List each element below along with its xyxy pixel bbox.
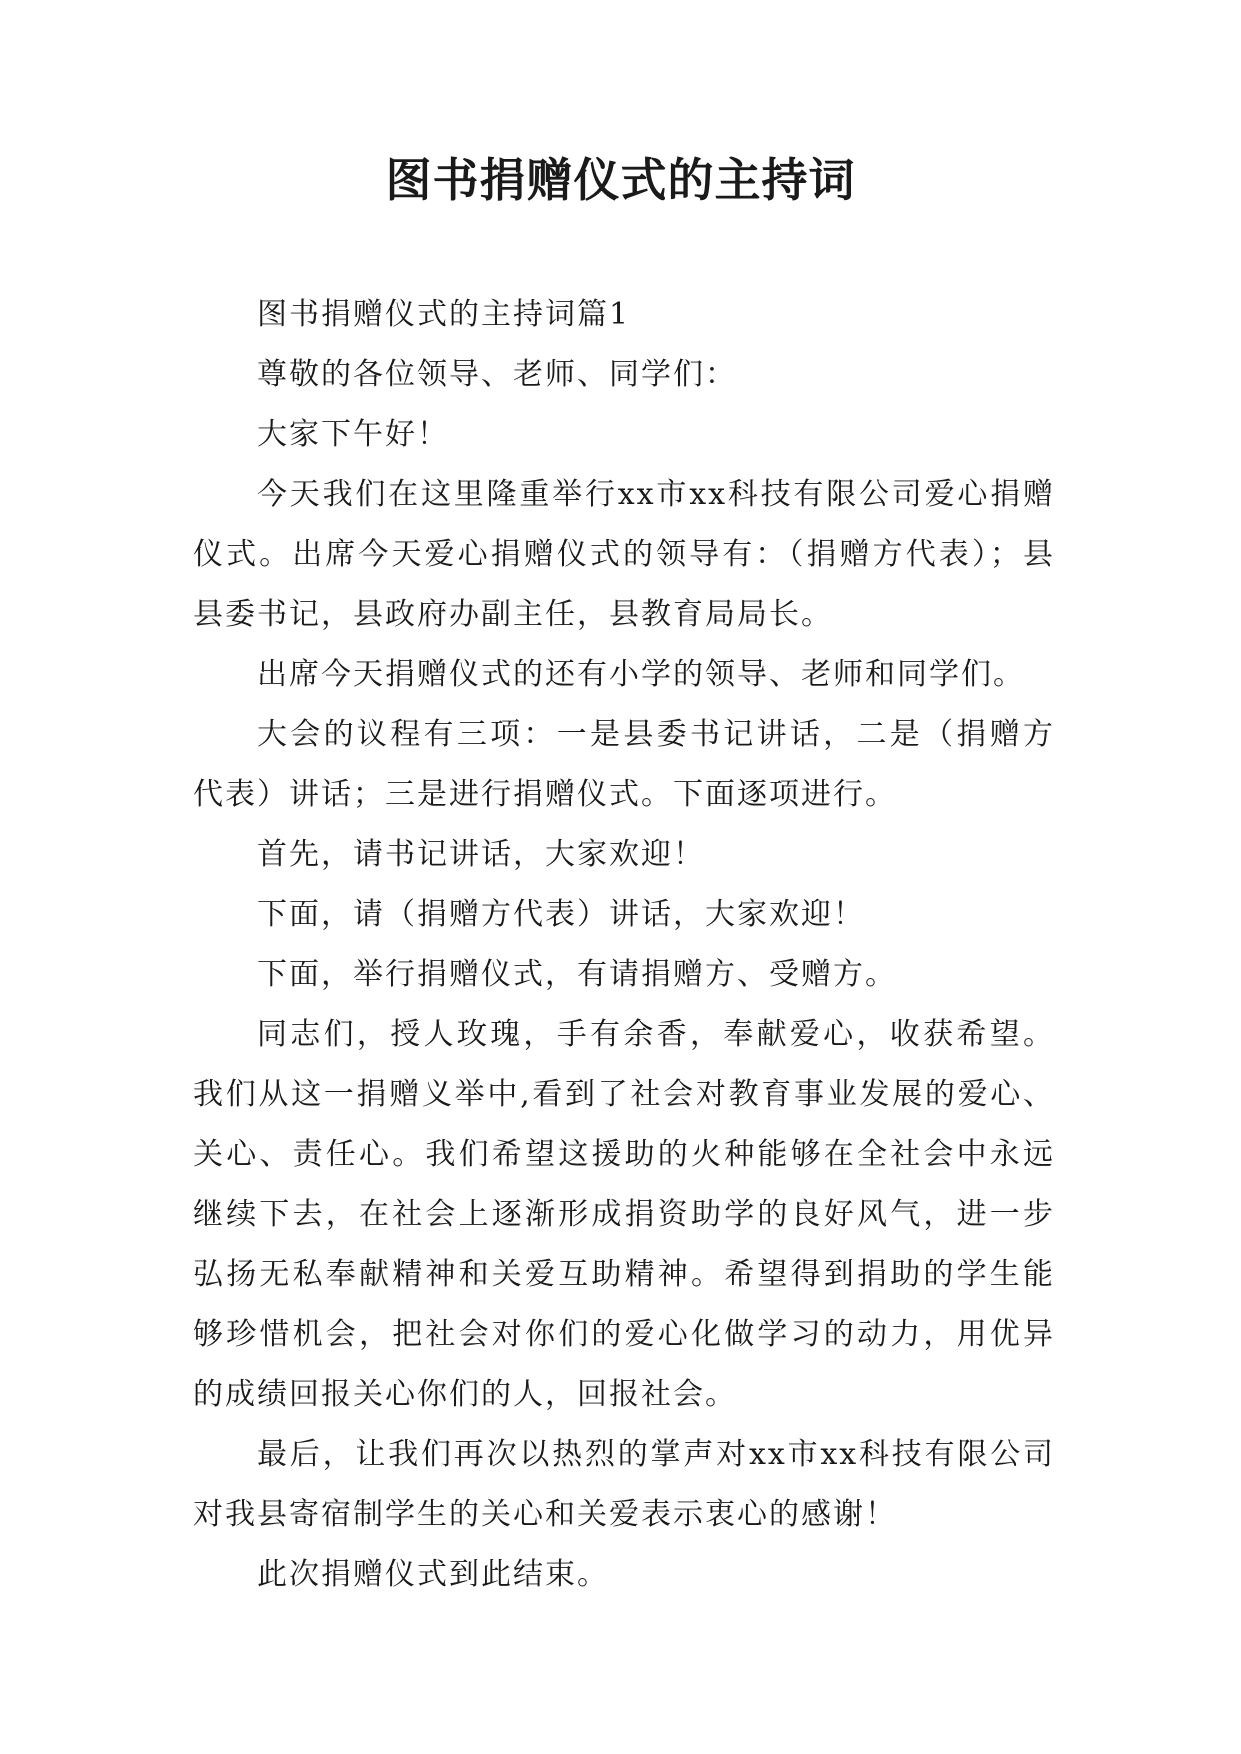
- paragraph-first-speech: 首先，请书记讲话，大家欢迎！: [257, 837, 705, 872]
- paragraph-thanks: 最后，让我们再次以热烈的掌声对xx市xx科技有限公司对我县寄宿制学生的关心和关爱表示衷心的感谢！: [193, 1437, 1055, 1532]
- paragraph-greeting: 大家下午好！: [257, 417, 449, 452]
- paragraph-agenda: 大会的议程有三项：一是县委书记讲话，二是（捐赠方代表）讲话；三是进行捐赠仪式。下面逐项进行。: [193, 717, 1055, 812]
- document-body: [193, 285, 1055, 1605]
- paragraph-attendees: 出席今天捐赠仪式的还有小学的领导、老师和同学们。: [257, 657, 1025, 692]
- paragraph-ceremony: 下面，举行捐赠仪式，有请捐赠方、受赠方。: [257, 957, 897, 992]
- paragraph-remarks: 同志们，授人玫瑰，手有余香，奉献爱心，收获希望。我们从这一捐赠义举中,看到了社会对教育事业发展的爱心、关心、责任心。我们希望这援助的火种能够在全社会中永远继续下去，在社会上逐渐形成捐资助学的良好风气，进一步弘扬无私奉献精神和关爱互助精神。希望得到捐助的学生能够珍惜机会，把社会对你们的爱心化做学习的动力，用优异的成绩回报关心你们的人，回报社会。: [193, 1017, 1055, 1412]
- paragraph-opening: 今天我们在这里隆重举行xx市xx科技有限公司爱心捐赠仪式。出席今天爱心捐赠仪式的领导有：（捐赠方代表）；县县委书记，县政府办副主任，县教育局局长。: [193, 477, 1055, 632]
- paragraph-heading: 图书捐赠仪式的主持词篇1: [257, 297, 631, 332]
- paragraph-closing: 此次捐赠仪式到此结束。: [257, 1557, 609, 1592]
- paragraph-second-speech: 下面，请（捐赠方代表）讲话，大家欢迎！: [257, 897, 865, 932]
- paragraph-salutation: 尊敬的各位领导、老师、同学们：: [257, 357, 737, 392]
- document-title: 图书捐赠仪式的主持词: [385, 153, 856, 207]
